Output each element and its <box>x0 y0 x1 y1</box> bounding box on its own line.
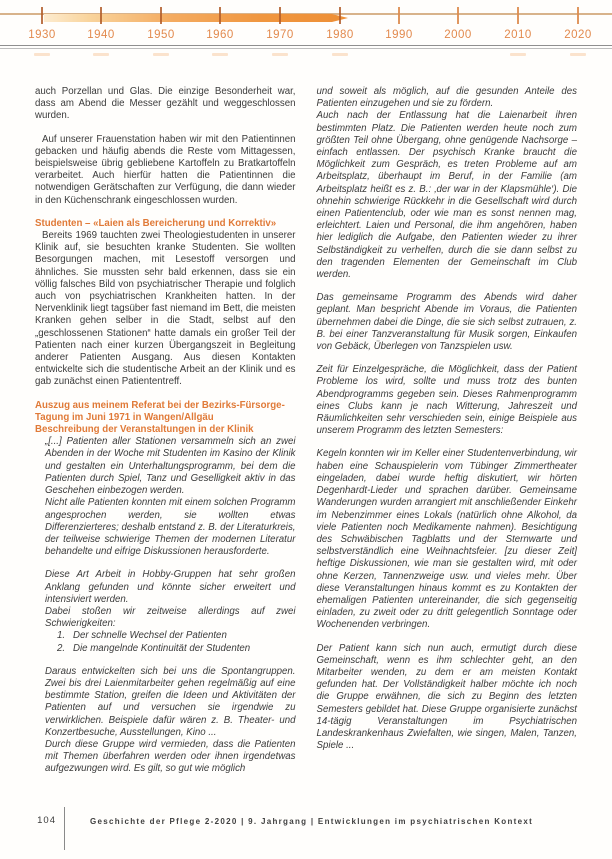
list-item-text: Der schnelle Wechsel der Patienten <box>73 630 227 642</box>
timeline-tick <box>339 7 341 24</box>
quote-paragraph: Diese Art Arbeit in Hobby-Gruppen hat sehr großen Anklang gefunden und könnte sicher erweitert und intensiviert werden. <box>45 569 296 605</box>
quote-paragraph: Auch nach der Entlassung hat die Laienarbeit ihren bestimmten Platz. Die Patienten werden heute noch zum größten Teil ohne Übergang, ohne genügende Nachsorge – einfach entlassen. Der psychisch Kranke braucht die Möglichkeit zum Gespräch, es treten Probleme auf am Arbeitsplatz, überhaupt im Beruf, in der Familie (am Arbeitsplatz heißt es z. B.: ‚der war in der Klapsmühle‘). Die ohnehin schwierige Rückkehr in die Gesellschaft wird durch einen Patientenclub, oder wie man es sonst nennen mag, erleichtert. Laien und Personal, die ihm angehören, haben hier lediglich die Aufgabe, den Patienten wieder zu ihrer Selbständigkeit zu verhelfen, durch die sie dann selbst zu den tragenden Elementen der Gemeinschaft im Club werden. <box>316 110 577 281</box>
timeline-year-label: 1930 <box>28 29 56 41</box>
timeline-tick <box>160 7 162 24</box>
timeline-tick <box>457 7 459 24</box>
footer-journal-line: Geschichte der Pflege 2-2020 | 9. Jahrgang | Entwicklungen im psychiatrischen Kontext <box>90 817 534 826</box>
timeline-tick <box>100 7 102 24</box>
quote-paragraph: Das gemeinsame Programm des Abends wird daher geplant. Man bespricht Abende im Voraus, die Patienten übernehmen dabei die Dinge, die sie sich selbst zutrauen, z. B. bei einer Tanzveranstaltung für Musik sorgen, Einkaufen von Gebäck, Überlegen von Tanzspielen usw. <box>316 292 577 353</box>
numbered-list <box>45 630 296 654</box>
quote-paragraph: Kegeln konnten wir im Keller einer Studentenverbindung, wir haben eine Schauspielerin vom Tübinger Zimmertheater eingeladen, dabei wurde heftig diskutiert, wir hörten Degenhardt-Lieder und sprachen darüber. Gemeinsame Wanderungen wurden arrangiert mit anschließender Einkehr im Nebenzimmer eines Lokals (natürlich ohne Alkohol, da viele Patienten noch Medikamente nahmen). Besichtigung des Schwäbischen Tagblatts und der Sternwarte und selbstverständlich eine Weihnachtsfeier. [zu dieser Zeit] heftige Diskussionen, wie man sie gestalten wird, mit oder ohne Kerzen, Tannenzweige usw. und vieles mehr. Über diese Veranstaltungen hinaus kommt es zu Kontakten der ehemaligen Patienten untereinander, die sich gegenseitig einladen, zu zweit oder zu dritt gelegentlich Sonntage oder Wochenenden verbringen. <box>316 448 577 631</box>
timeline-tick <box>398 7 400 24</box>
print-showthrough-mark <box>93 53 109 56</box>
quote-paragraph: Nicht alle Patienten konnten mit einem solchen Programm angesprochen werden, sie wollten etwas Differenzierteres; deshalb entstand z. B. der Literaturkreis, der teilweise schwierige Themen der modernen Literatur behandelte und eifrige Diskussionen herausforderte. <box>45 497 296 558</box>
quote-paragraph: „[...] Patienten aller Stationen versammeln sich an zwei Abenden in der Woche mit Studenten im Kasino der Klinik und gestalten ein Unterhaltungsprogramm, bei dem die Patienten durch Spiel, Tanz und Geselligkeit aktiv in das Geschehen einbezogen werden. <box>45 436 296 497</box>
quote-paragraph: und soweit als möglich, auf die gesunden Anteile des Patienten einzugehen und sie zu fördern. <box>316 86 577 110</box>
timeline-year-label: 1970 <box>266 29 294 41</box>
list-item-text: Die mangelnde Kontinuität der Studenten <box>73 642 251 654</box>
timeline-tick <box>219 7 221 24</box>
page-number: 104 <box>37 815 56 826</box>
list-item-number: 2. <box>57 642 66 654</box>
list-item-number: 1. <box>57 630 66 642</box>
timeline-tick <box>517 7 519 24</box>
excerpt-heading: Auszug aus meinem Referat bei der Bezirks-Fürsorge-Tagung im Juni 1971 in Wangen/Allgäu <box>35 399 285 423</box>
print-showthrough-mark <box>332 53 348 56</box>
print-showthrough-mark <box>510 53 526 56</box>
print-showthrough-mark <box>153 53 169 56</box>
print-showthrough-mark <box>34 53 50 56</box>
timeline-year-label: 2020 <box>564 29 592 41</box>
header-double-rule-bottom <box>0 48 612 49</box>
left-column <box>35 86 296 776</box>
timeline-tick <box>41 7 43 24</box>
timeline-year-label: 2000 <box>444 29 472 41</box>
quote-paragraph: Dabei stoßen wir zeitweise allerdings auf zwei Schwierigkeiten: <box>45 605 296 630</box>
timeline-year-label: 1940 <box>87 29 115 41</box>
right-column <box>317 86 578 776</box>
footer-divider <box>64 807 65 850</box>
timeline-tick <box>279 7 281 24</box>
timeline-year-label: 1990 <box>385 29 413 41</box>
print-showthrough-mark <box>570 53 586 56</box>
article-body <box>35 86 577 776</box>
quote-paragraph: Daraus entwickelten sich bei uns die Spontangruppen. Zwei bis drei Laienmitarbeiter gehen regelmäßig auf eine bestimmte Station, greifen die Ideen und Aktivitäten der Patienten auf und versuchen sie irgendwie zu verwirklichen. Beispiele dafür wären z. B. Theater- und Konzertbesuche, Ausstellungen, Kino ... <box>45 665 296 738</box>
quote-paragraph: Der Patient kann sich nun auch, ermutigt durch diese Gemeinschaft, wenn es ihm schlechter geht, an den Mitarbeiter wenden, zu dem er am meisten Kontakt gefunden hat. Der Vollständigkeit halber möchte ich noch die Gruppe erwähnen, die sich zu Beginn des letzten Semesters gebildet hat. Diese Gruppe organisierte zunächst 14-tägig Veranstaltungen im Psychiatrischen Landeskrankenhaus Zwiefalten, wie singen, Malen, Tanzen, Spiele ... <box>316 642 577 752</box>
quotation-block <box>35 436 296 775</box>
timeline-year-label: 2010 <box>504 29 532 41</box>
body-paragraph: Auf unserer Frauenstation haben wir mit den Patientinnen gebacken und häufig abends die Reste vom Mittagessen, beispielsweise übrig gebliebene Kartoffeln zu Bratkartoffeln verarbeitet. Auch hierfür hatten die Patientinnen die notwendigen Gerätschaften zur Verfügung, die dann wieder in den Küchenschrank eingeschlossen wurden. <box>35 133 296 206</box>
print-showthrough-mark <box>212 53 228 56</box>
quote-paragraph: Durch diese Gruppe wird vermieden, dass die Patienten mit Themen überfahren werden oder ihnen irgendetwas aufgezwungen wird. Es gilt, so gut wie möglich <box>45 738 296 775</box>
timeline-tick <box>577 7 579 24</box>
section-heading-studenten: Studenten – «Laien als Bereicherung und Korrektiv» <box>35 217 277 229</box>
timeline-period-band <box>44 14 348 22</box>
quote-paragraph: Zeit für Einzelgespräche, die Möglichkeit, dass der Patient Probleme los wird, sollte und muss trotz des bunten Abendprogramms gegeben sein. Dieses Rahmenprogramm eines Clubs kann je nach Witterung, Jahreszeit und Räumlichkeiten sehr verschieden sein, einige Beispiele aus unserem Programm des letzten Semesters: <box>316 364 577 437</box>
list-item <box>57 630 296 642</box>
print-showthrough-mark <box>272 53 288 56</box>
timeline-year-label: 1960 <box>206 29 234 41</box>
timeline-year-label: 1950 <box>147 29 175 41</box>
excerpt-subheading: Beschreibung der Veranstaltungen in der Klinik <box>35 424 254 436</box>
header-double-rule-top <box>0 45 612 46</box>
list-item <box>57 643 296 655</box>
body-paragraph: Bereits 1969 tauchten zwei Theologiestudenten in unserer Klinik auf, sie besuchten kranke Studenten. Sie wollten Besorgungen machen, mit Lesestoff versorgen und ähnliches. Sie mussten sehr bald erkennen, dass sie ein völlig falsches Bild von psychiatrischer Therapie und folglich auch von psychiatrischen Krankheiten hatten. In der Nervenklinik liegt tagsüber fast niemand im Bett, die meisten Kranken gehen selber in die Stadt, selbst auf den „geschlossenen Stationen“ hatte damals ein großer Teil der Patienten nach einer kurzen Übergangszeit in Begleitung anderer Patienten Ausgang. Aus diesen Kontakten entwickelte sich die studentische Arbeit an der Klinik und es gab zunächst einen Patiententreff. <box>35 230 296 388</box>
body-paragraph: auch Porzellan und Glas. Die einzige Besonderheit war, dass am Abend die Messer gezählt und weggeschlossen wurden. <box>35 86 296 122</box>
timeline-year-label: 1980 <box>326 29 354 41</box>
